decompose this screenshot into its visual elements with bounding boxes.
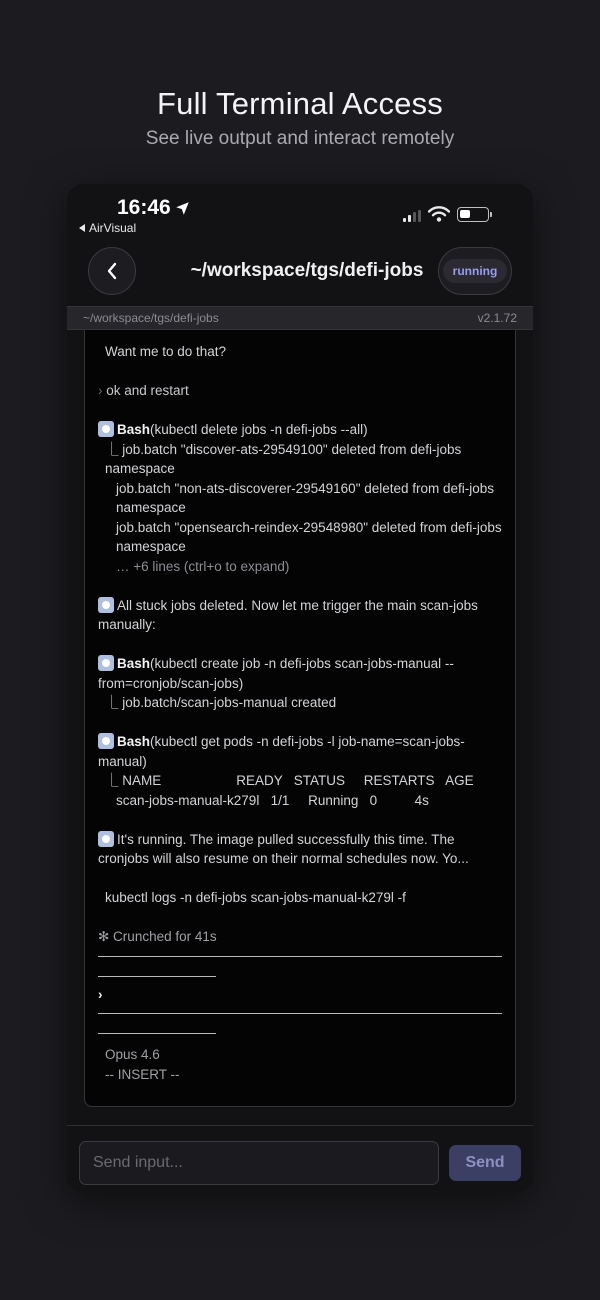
assistant-message: It's running. The image pulled successfully this time. The cronjobs will also resume on their normal schedules now. Yo...	[98, 831, 469, 866]
back-to-app-link[interactable]	[79, 221, 136, 235]
command-hint: kubectl logs -n defi-jobs scan-jobs-manual-k279l -f	[105, 890, 406, 905]
bash-output-line: ⎿ job.batch/scan-jobs-manual created	[105, 695, 337, 710]
battery-icon	[457, 207, 489, 222]
mode-label: -- INSERT --	[105, 1066, 180, 1082]
divider	[98, 1033, 216, 1034]
tool-status-icon	[98, 655, 114, 671]
back-button[interactable]	[88, 247, 136, 295]
bash-output-line: ⎿ job.batch "discover-ats-29549100" deleted from defi-jobs namespace	[105, 441, 462, 476]
nav-bar	[67, 246, 533, 298]
crunched-status: ✻ Crunched for 41s	[98, 929, 217, 944]
chevron-left-icon	[105, 261, 119, 281]
status-badge-label: running	[443, 259, 508, 283]
back-triangle-icon	[79, 224, 85, 232]
page-title: ~/workspace/tgs/defi-jobs	[190, 260, 424, 281]
hero-title: Full Terminal Access	[157, 86, 443, 121]
pods-table-header: ⎿ NAME READY STATUS RESTARTS AGE	[105, 773, 474, 788]
status-time	[117, 196, 190, 220]
status-badge	[438, 247, 512, 295]
divider	[98, 976, 216, 977]
send-button[interactable]: Send	[449, 1145, 521, 1181]
wifi-icon	[428, 206, 450, 222]
terminal-user-reply: › ok and restart	[98, 383, 189, 398]
path-label: ~/workspace/tgs/defi-jobs	[83, 311, 219, 325]
status-bar	[67, 184, 533, 240]
bash-output-line: job.batch "opensearch-reindex-29548980" deleted from defi-jobs namespace	[116, 519, 502, 554]
bash-output-line: job.batch "non-ats-discoverer-29549160" deleted from defi-jobs namespace	[116, 480, 495, 515]
message-icon	[98, 831, 114, 847]
assistant-message: All stuck jobs deleted. Now let me trigger the main scan-jobs manually:	[98, 597, 478, 632]
expand-hint[interactable]: … +6 lines (ctrl+o to expand)	[116, 558, 290, 574]
divider	[98, 1013, 502, 1014]
bash-call-get-pods: Bash(kubectl get pods -n defi-jobs -l job-name=scan-jobs-manual) ⎿ NAME READY STATUS RESTARTS AGE scan-jobs-manual-k279l 1/1 Running 0 4s	[98, 732, 502, 810]
pods-table-row: scan-jobs-manual-k279l 1/1 Running 0 4s	[116, 792, 429, 808]
send-input[interactable]	[79, 1141, 439, 1185]
prompt-caret[interactable]: ›	[98, 986, 103, 1002]
location-arrow-icon	[175, 201, 190, 216]
cellular-signal-icon	[403, 210, 421, 222]
model-label: Opus 4.6	[105, 1047, 160, 1062]
tool-status-icon	[98, 421, 114, 437]
terminal-question: Want me to do that?	[105, 344, 227, 359]
path-bar	[67, 306, 533, 330]
terminal-output[interactable]	[84, 330, 516, 1107]
back-app-label: AirVisual	[89, 221, 137, 235]
phone-frame	[67, 184, 533, 1192]
bash-call-delete: Bash(kubectl delete jobs -n defi-jobs --all) ⎿ job.batch "discover-ats-29549100" deleted from defi-jobs namespace job.batch "non-ats-discoverer-29549160" deleted from defi-jobs namespace job.batch "opensearch-reindex-29548980" deleted from defi-jobs namespace … +6 lines (ctrl+o to expand)	[98, 420, 502, 576]
version-label: v2.1.72	[477, 311, 517, 325]
clock: 16:46	[117, 196, 171, 219]
composer	[67, 1125, 533, 1192]
message-icon	[98, 597, 114, 613]
hero-subtitle: See live output and interact remotely	[145, 128, 455, 149]
divider	[98, 956, 502, 957]
bash-call-create: Bash(kubectl create job -n defi-jobs scan-jobs-manual --from=cronjob/scan-jobs) ⎿ job.batch/scan-jobs-manual created	[98, 654, 502, 713]
status-icons	[403, 206, 489, 222]
tool-status-icon	[98, 733, 114, 749]
